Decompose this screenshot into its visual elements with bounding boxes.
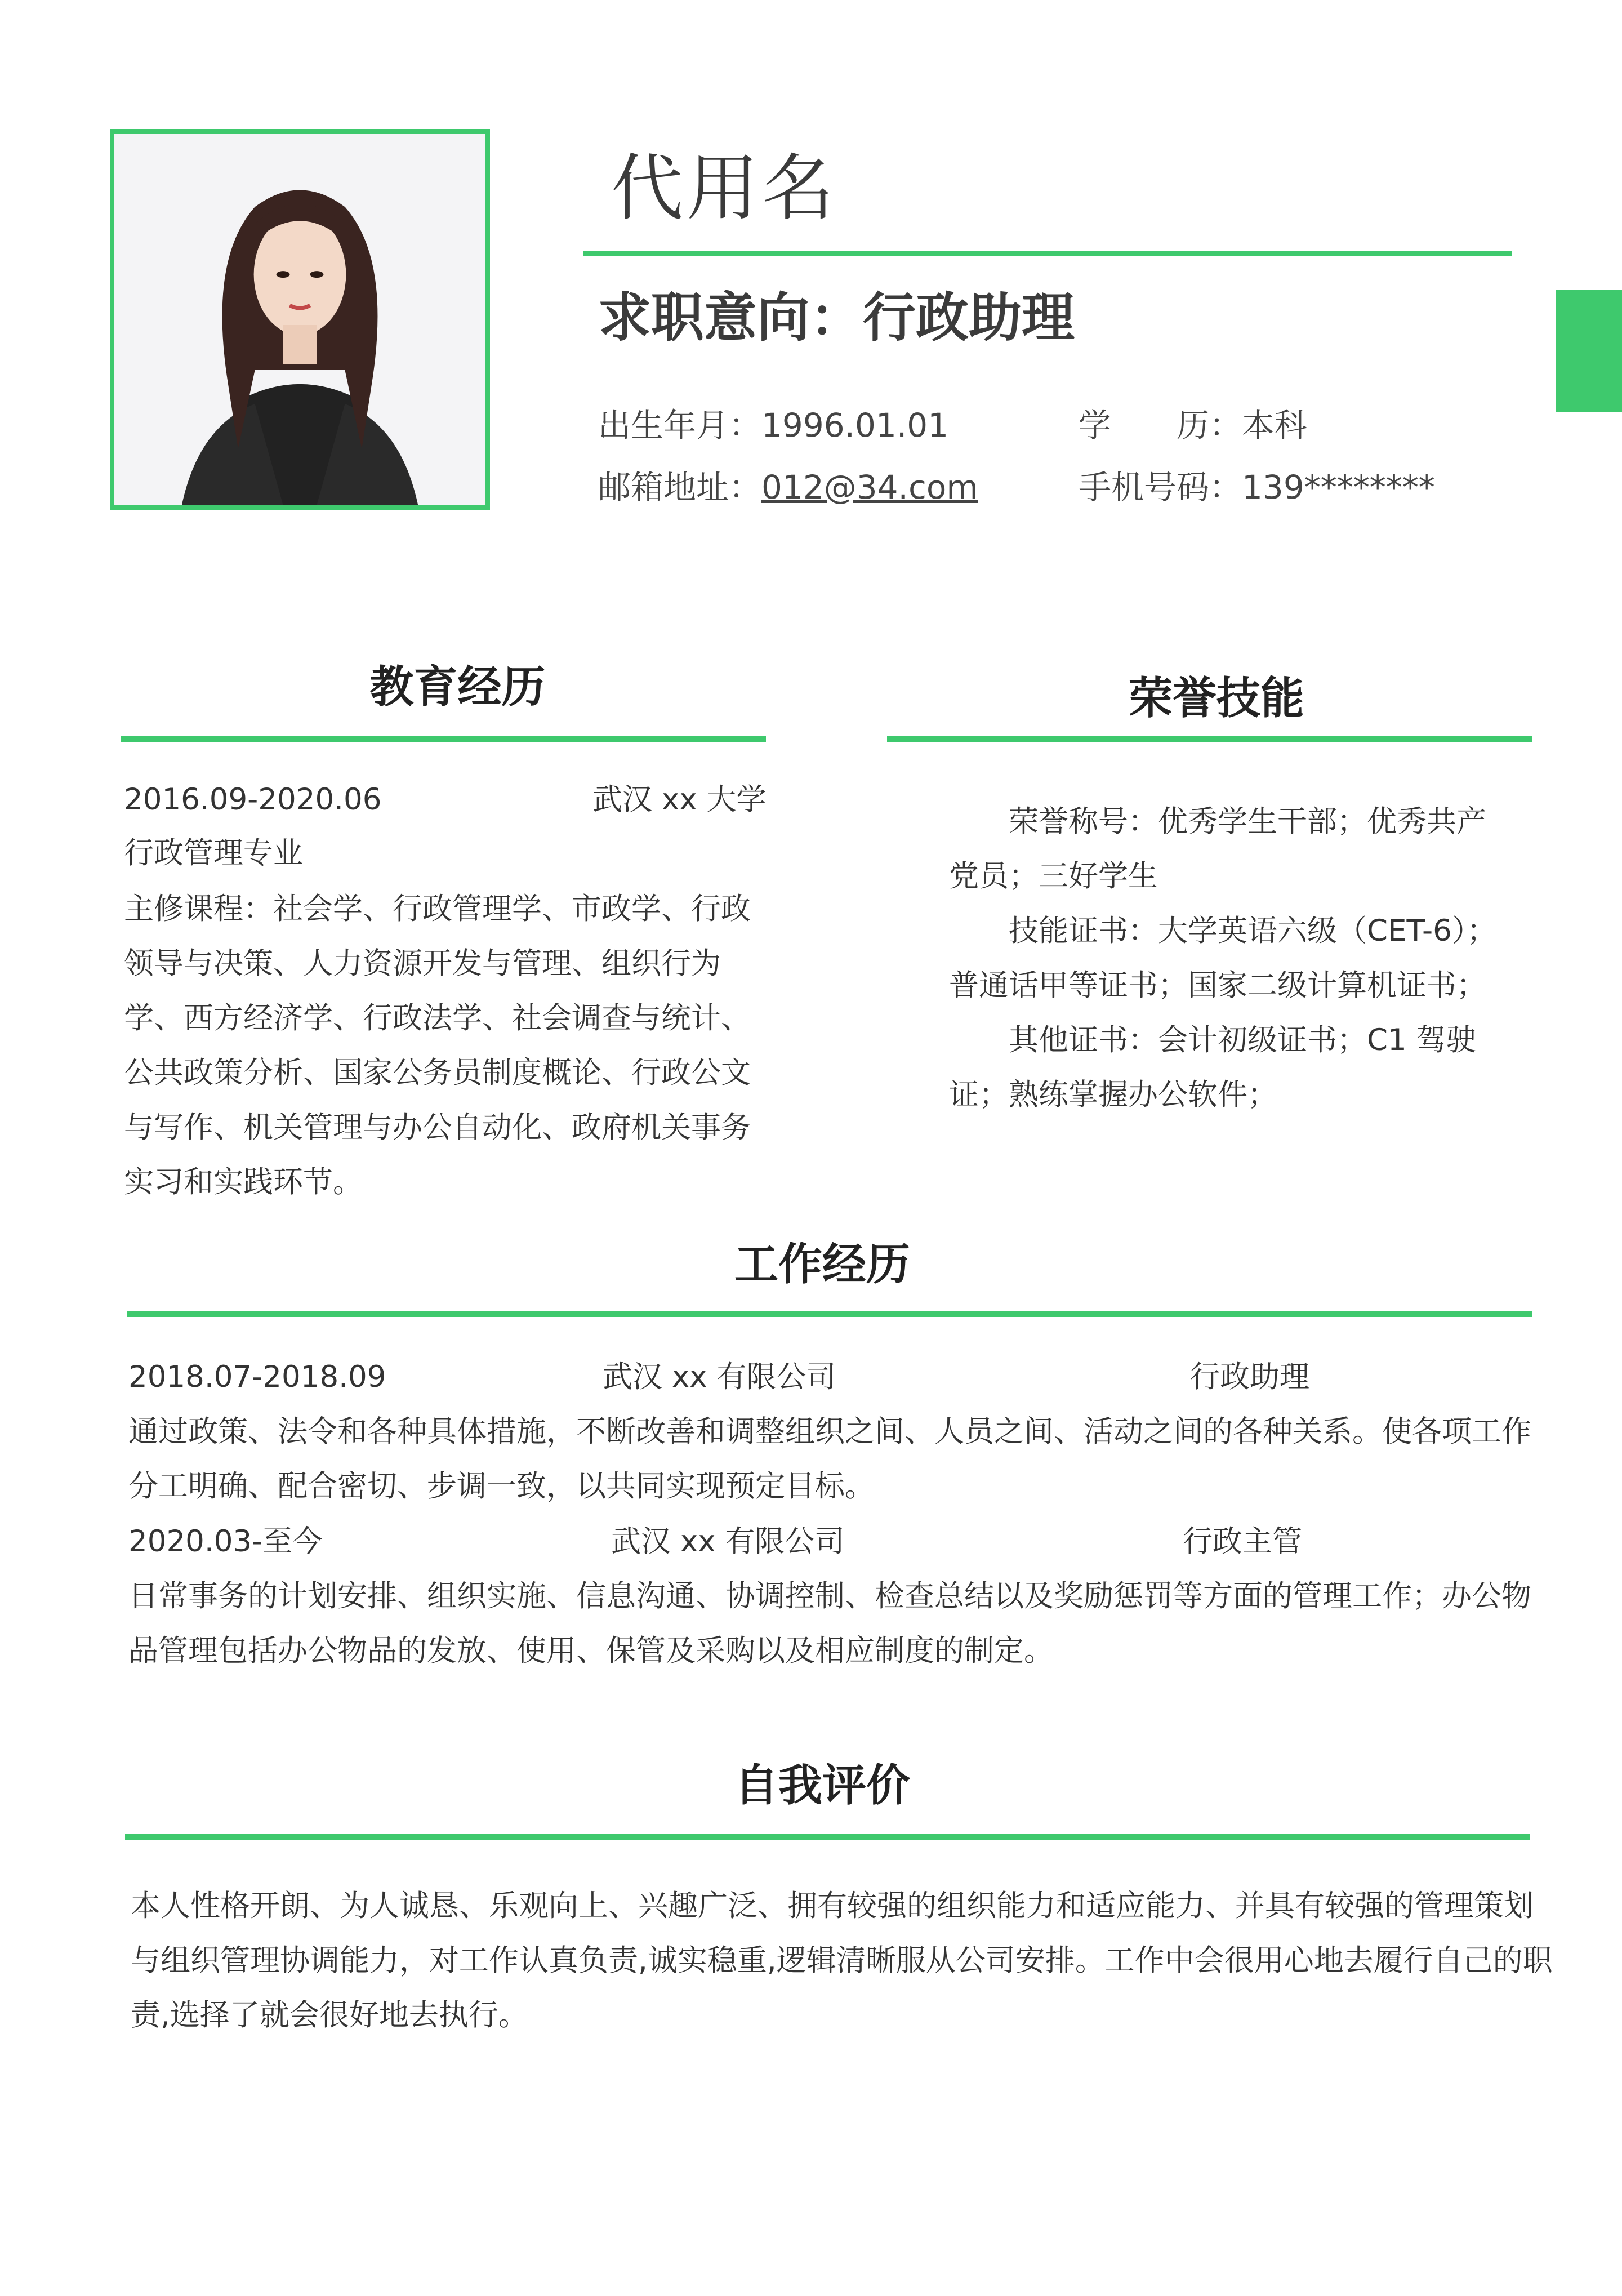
job-1-desc: [128, 1404, 1548, 1514]
honors-underline: [887, 736, 1532, 742]
work-title: 工作经历: [734, 1239, 910, 1290]
honor-titles: 荣誉称号：优秀学生干部；优秀共产党员；三好学生: [949, 804, 1486, 893]
job-2-company: 武汉 xx 有限公司: [611, 1524, 845, 1559]
job-2-desc-text: 日常事务的计划安排、组织实施、信息沟通、协调控制、检查总结以及奖励惩罚等方面的管理工作；办公物品管理包括办公物品的发放、使用、保管及采购以及相应制度的制定。: [128, 1579, 1531, 1668]
work-underline: [127, 1311, 1532, 1317]
job-1-desc-text: 通过政策、法令和各种具体措施，不断改善和调整组织之间、人员之间、活动之间的各种关系。使各项工作分工明确、配合密切、步调一致，以共同实现预定目标。: [128, 1414, 1531, 1503]
candidate-name: 代用名: [611, 146, 838, 230]
job-intent-value: 行政助理: [863, 287, 1075, 349]
other-certificates: 其他证书：会计初级证书；C1 驾驶证；熟练掌握办公软件；: [949, 1023, 1476, 1112]
education-period: 2016.09-2020.06: [124, 782, 382, 817]
job-2-desc: [128, 1569, 1548, 1678]
education-courses-text: 主修课程：社会学、行政管理学、市政学、行政领导与决策、人力资源开发与管理、组织行为学、西方经济学、行政法学、社会调查与统计、公共政策分析、国家公务员制度概论、行政公文与写作、机关管理与办公自动化、政府机关事务实习和实践环节。: [124, 892, 751, 1199]
profile-photo: [110, 129, 490, 510]
education-courses: [124, 882, 777, 1209]
skill-certificates: 技能证书：大学英语六级（CET-6）；普通话甲等证书；国家二级计算机证书；: [949, 914, 1497, 1003]
name-underline: [583, 251, 1512, 256]
info-education: [1079, 403, 1307, 448]
info-phone: [1079, 465, 1435, 510]
job-intent: [598, 284, 1075, 352]
job-1-period: 2018.07-2018.09: [128, 1360, 386, 1394]
info-phone-value: 139********: [1242, 468, 1435, 506]
self-eval-body: [131, 1879, 1556, 2043]
info-email: [598, 465, 978, 510]
honors-body: [949, 794, 1507, 1122]
job-intent-label: 求职意向：: [598, 287, 863, 349]
self-eval-text: 本人性格开朗、为人诚恳、乐观向上、兴趣广泛、拥有较强的组织能力和适应能力、并具有较强的管理策划与组织管理协调能力，对工作认真负责,诚实稳重,逻辑清晰服从公司安排。工作中会很用心地去履行自己的职责,选择了就会很好地去执行。: [131, 1889, 1553, 2032]
job-2-period: 2020.03-至今: [128, 1524, 323, 1559]
side-accent-tab: [1556, 290, 1622, 412]
education-major: 行政管理专业: [124, 836, 303, 870]
self-eval-title: 自我评价: [734, 1760, 910, 1811]
education-title: 教育经历: [369, 662, 546, 713]
job-1-company: 武汉 xx 有限公司: [603, 1360, 836, 1394]
info-birth-value: 1996.01.01: [761, 406, 949, 444]
education-school: 武汉 xx 大学: [592, 782, 767, 817]
honors-title: 荣誉技能: [1128, 673, 1304, 724]
education-underline: [121, 736, 766, 742]
job-2-position: 行政主管: [1183, 1524, 1302, 1559]
info-education-label: 学 历：: [1079, 406, 1242, 444]
info-birth: [598, 403, 948, 448]
email-link[interactable]: 012@34.com: [761, 468, 978, 506]
info-birth-label: 出生年月：: [598, 406, 762, 444]
info-education-value: 本科: [1242, 406, 1308, 444]
info-phone-label: 手机号码：: [1079, 468, 1242, 506]
portrait-image: [114, 134, 485, 505]
job-1-position: 行政助理: [1190, 1360, 1309, 1394]
self-eval-underline: [125, 1834, 1530, 1840]
info-email-label: 邮箱地址：: [598, 468, 762, 506]
